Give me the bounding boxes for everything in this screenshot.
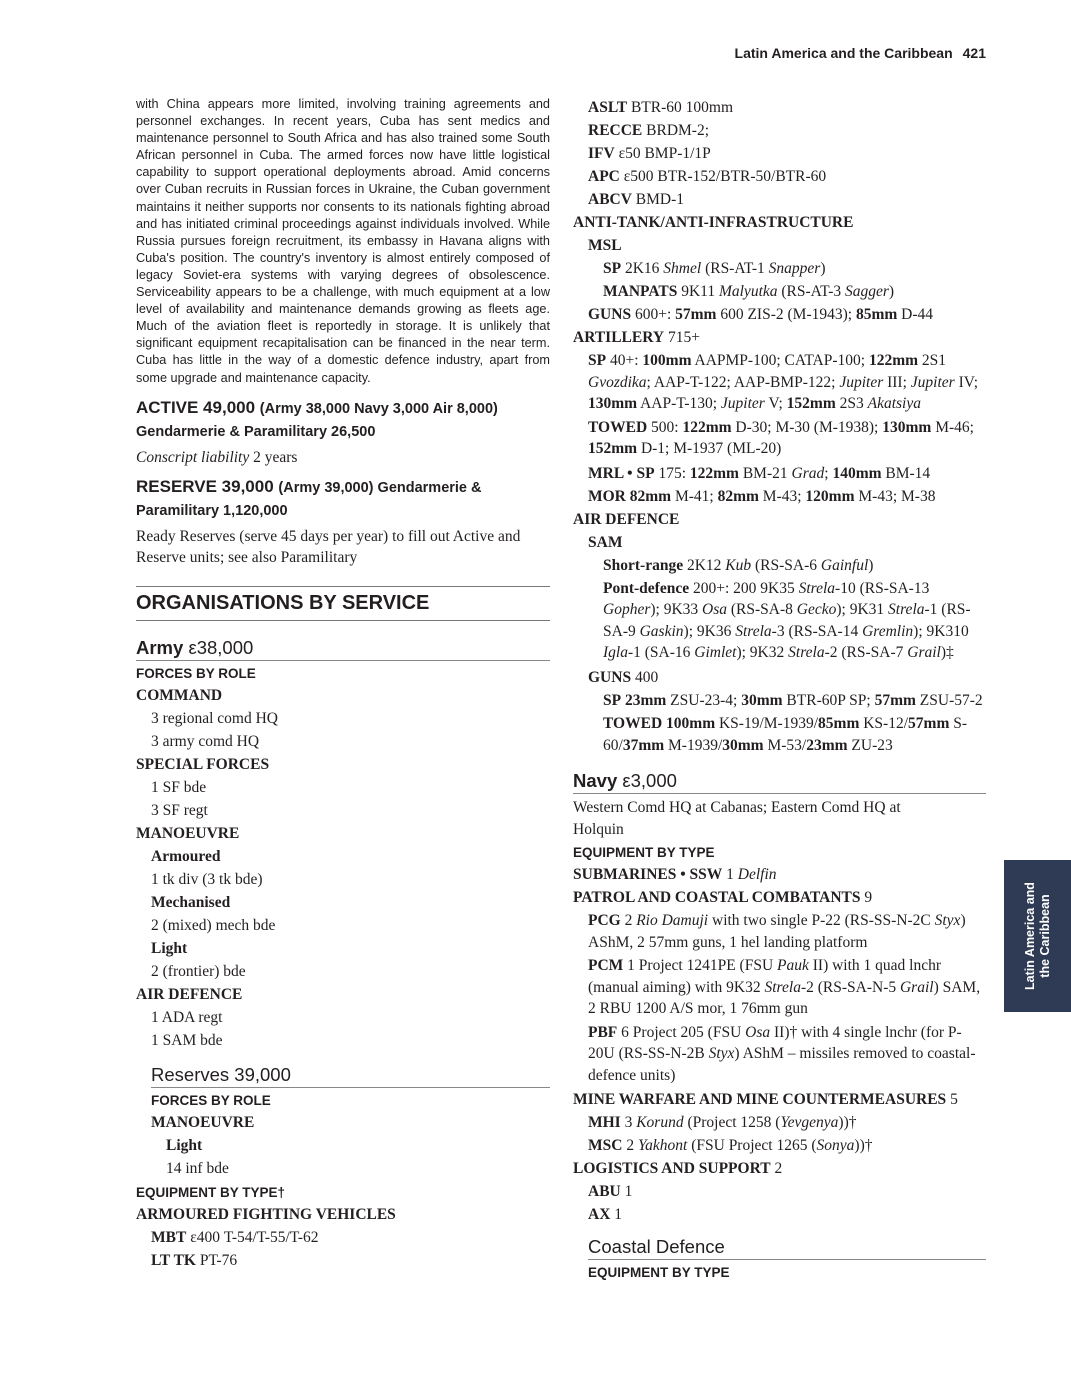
afv-apc: APC ε500 BTR-152/BTR-50/BTR-60	[588, 168, 827, 185]
list-item: 1 ADA regt	[151, 1008, 223, 1026]
army-air-defence: AIR DEFENCE	[136, 985, 243, 1003]
navy-mhi: MHI 3 Korund (Project 1258 (Yevgenya))†	[588, 1114, 857, 1131]
right-column	[573, 96, 986, 1283]
reserve-text: Ready Reserves (serve 45 days per year) to fill out Active and Reserve units; see also Paramilitary	[136, 527, 521, 566]
reserves-light: Light	[166, 1136, 203, 1154]
navy-pcm: PCM 1 Project 1241PE (FSU Pauk II) with 1 quad lnchr (manual aiming) with 9K32 Strela-2 (RS-SA-N-5 Grail) SAM, 2 RBU 1200 A/S mor, 1 76mm gun	[588, 957, 981, 1017]
navy-pbf: PBF 6 Project 205 (FSU Osa II)† with 4 single lnchr (for P-20U (RS-SS-N-2B Styx) AShM – missiles removed to coastal-defence units)	[588, 1023, 976, 1084]
artillery-heading: ARTILLERY 715+	[573, 329, 700, 346]
airdef-sam: SAM	[588, 533, 623, 551]
airdef-guns: GUNS 400	[588, 668, 659, 686]
artillery-towed: TOWED 500: 122mm D-30; M-30 (M-1938); 130mm M-46; 152mm D-1; M-1937 (ML-20)	[588, 418, 974, 457]
army-light: Light	[151, 939, 188, 957]
army-heading: Army ε38,000	[136, 637, 550, 661]
coastal-defence-heading: Coastal Defence	[588, 1236, 986, 1260]
list-item: 2 (frontier) bde	[151, 962, 246, 980]
section-side-tab	[1004, 860, 1071, 1012]
list-item: 2 (mixed) mech bde	[151, 916, 276, 934]
airdef-guns-towed: TOWED 100mm KS-19/M-1939/85mm KS-12/57mm S-60/37mm M-1939/30mm M-53/23mm ZU-23	[603, 715, 968, 754]
navy-ax: AX 1	[588, 1206, 623, 1223]
afv-abcv: ABCV BMD-1	[588, 191, 685, 208]
afv-ifv: IFV ε50 BMP-1/1P	[588, 145, 711, 162]
airdef-point-defence: Pont-defence 200+: 200 9K35 Strela-10 (RS-SA-13 Gopher); 9K33 Osa (RS-SA-8 Gecko); 9K31 Strela-1 (RS-SA-9 Gaskin); 9K36 Strela-3 (RS-SA-14 Gremlin); 9K310 Igla-1 (SA-16 Gimlet); 9K32 Strela-2 (RS-SA-7 Grail)‡	[603, 579, 971, 661]
airdef-heading: AIR DEFENCE	[573, 510, 680, 528]
army-sf: SPECIAL FORCES	[136, 755, 270, 773]
at-manpats: MANPATS 9K11 Malyutka (RS-AT-3 Sagger)	[603, 283, 895, 300]
navy-hq: Western Comd HQ at Cabanas; Eastern Comd HQ at Holquin	[573, 799, 901, 838]
running-header	[735, 45, 986, 61]
army-manoeuvre: MANOEUVRE	[136, 824, 240, 842]
army-armoured: Armoured	[151, 847, 221, 865]
army-command: COMMAND	[136, 686, 223, 704]
afv-aslt: ASLT BTR-60 100mm	[588, 99, 733, 116]
afv-lt-tk: LT TK PT-76	[151, 1251, 238, 1269]
navy-equipment-by-type: EQUIPMENT BY TYPE	[573, 845, 715, 860]
navy-patrol: PATROL AND COASTAL COMBATANTS 9	[573, 889, 873, 906]
page-number: 421	[962, 45, 986, 61]
list-item: 1 SAM bde	[151, 1031, 223, 1049]
list-item: 14 inf bde	[166, 1159, 229, 1177]
navy-heading: Navy ε3,000	[573, 770, 986, 794]
list-item: 1 SF bde	[151, 778, 207, 796]
left-column	[136, 96, 550, 1272]
list-item: 3 army comd HQ	[151, 732, 260, 750]
conscript-liability: Conscript liability 2 years	[136, 448, 298, 466]
afv-mbt: MBT ε400 T-54/T-55/T-62	[151, 1228, 319, 1246]
list-item: 3 SF regt	[151, 801, 208, 819]
army-mechanised: Mechanised	[151, 893, 231, 911]
navy-pcg: PCG 2 Rio Damuji with two single P-22 (RS-SS-N-2C Styx) AShM, 2 57mm guns, 1 hel landing platform	[588, 912, 966, 951]
reserves-heading: Reserves 39,000	[151, 1064, 550, 1088]
navy-logistics: LOGISTICS AND SUPPORT 2	[573, 1160, 783, 1177]
afv-recce: RECCE BRDM-2;	[588, 122, 710, 139]
airdef-guns-sp: SP 23mm ZSU-23-4; 30mm BTR-60P SP; 57mm ZSU-57-2	[603, 691, 983, 709]
navy-mine-warfare: MINE WARFARE AND MINE COUNTERMEASURES 5	[573, 1091, 958, 1108]
active-heading: ACTIVE 49,000 (Army 38,000 Navy 3,000 Air 8,000) Gendarmerie & Paramilitary 26,500	[136, 397, 498, 440]
afv-heading: ARMOURED FIGHTING VEHICLES	[136, 1205, 396, 1223]
org-heading: ORGANISATIONS BY SERVICE	[136, 586, 550, 621]
header-section: Latin America and the Caribbean	[734, 45, 953, 61]
airdef-short-range: Short-range 2K12 Kub (RS-SA-6 Gainful)	[603, 556, 874, 574]
reserves-manoeuvre: MANOEUVRE	[151, 1113, 255, 1131]
at-sp: SP 2K16 Shmel (RS-AT-1 Snapper)	[603, 260, 826, 277]
equipment-by-type: EQUIPMENT BY TYPE†	[136, 1184, 286, 1200]
at-msl: MSL	[588, 237, 622, 254]
navy-msc: MSC 2 Yakhont (FSU Project 1265 (Sonya))†	[588, 1137, 873, 1154]
navy-abu: ABU 1	[588, 1183, 633, 1200]
intro-paragraph: with China appears more limited, involving training agreements and personnel exchanges. In recent years, Cuba has sent medics and maintenance personnel to South Africa and has also trained some South African personnel in Cuba. The armed forces now have little logistical capability to support operational deployments abroad. Amid concerns over Cuban recruits in Russian forces in Ukraine, the Cuban government maintains it neither supports nor consents to its nationals fighting abroad and has initiated criminal proceedings against individuals involved. While Russia pursues foreign recruitment, its embassy in Havana aligns with Cuba's position. The country's inventory is almost entirely composed of legacy Soviet-era systems with varying degrees of obsolescence. Serviceability appears to be a challenge, with much equipment at a low level of availability and maintenance demands growing as fleets age. Much of the aviation fleet is reportedly in storage. It is unlikely that significant equipment recapitalisation can be financed in the near term. Cuba has little in the way of a domestic defence industry, apart from some upgrade and maintenance capacity.	[136, 97, 550, 385]
reserves-forces-by-role: FORCES BY ROLE	[151, 1092, 271, 1108]
at-heading: ANTI-TANK/ANTI-INFRASTRUCTURE	[573, 214, 854, 231]
at-guns: GUNS 600+: 57mm 600 ZIS-2 (M-1943); 85mm D-44	[588, 306, 934, 323]
list-item: 1 tk div (3 tk bde)	[151, 870, 263, 888]
reserve-heading: RESERVE 39,000 (Army 39,000) Gendarmerie & Paramilitary 1,120,000	[136, 476, 482, 519]
side-tab-label: Latin America and the Caribbean	[1022, 882, 1052, 990]
navy-submarines: SUBMARINES • SSW 1 Delfin	[573, 866, 777, 883]
artillery-mrl: MRL • SP 175: 122mm BM-21 Grad; 140mm BM-14	[588, 464, 931, 482]
artillery-sp: SP 40+: 100mm AAPMP-100; CATAP-100; 122mm 2S1 Gvozdika; AAP-T-122; AAP-BMP-122; Jupiter III; Jupiter IV; 130mm AAP-T-130; Jupiter V; 152mm 2S3 Akatsiya	[588, 352, 979, 412]
artillery-mor: MOR 82mm M-41; 82mm M-43; 120mm M-43; M-38	[588, 487, 936, 505]
army-forces-by-role: FORCES BY ROLE	[136, 665, 256, 681]
coastal-equipment-by-type: EQUIPMENT BY TYPE	[588, 1265, 730, 1280]
list-item: 3 regional comd HQ	[151, 709, 278, 727]
